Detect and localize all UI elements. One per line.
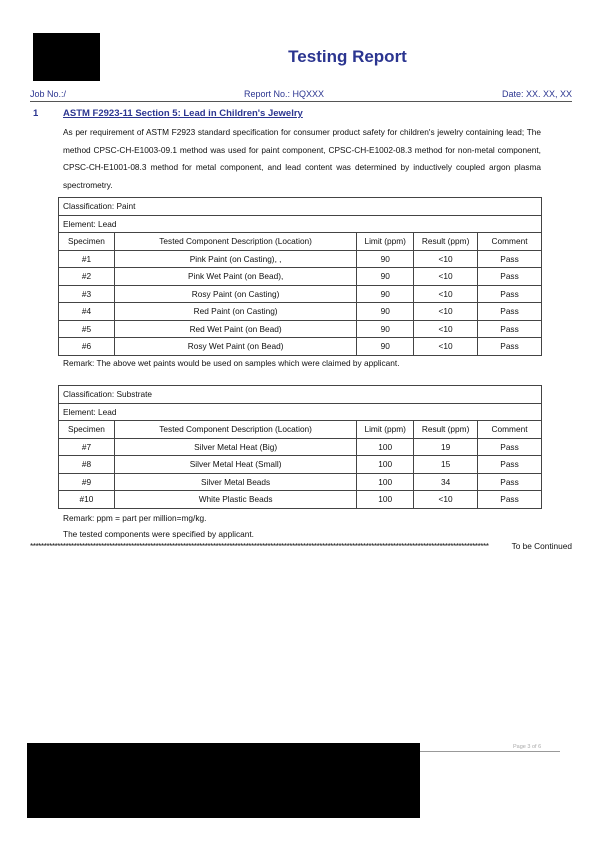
description-cell: Rosy Paint (on Casting) — [114, 285, 356, 303]
column-header: Comment — [478, 233, 542, 251]
result-cell: <10 — [414, 320, 478, 338]
specimen-cell: #9 — [59, 473, 115, 491]
element-label: Element: Lead — [59, 215, 542, 233]
specimen-cell: #10 — [59, 491, 115, 509]
description-cell: Pink Paint (on Casting), , — [114, 250, 356, 268]
continued-label: To be Continued — [511, 541, 572, 551]
table-row — [59, 438, 542, 456]
table-row — [59, 268, 542, 286]
page-number: Page 3 of 6 — [513, 744, 542, 750]
result-cell: <10 — [414, 338, 478, 356]
comment-cell: Pass — [478, 320, 542, 338]
specimen-cell: #7 — [59, 438, 115, 456]
report-number: Report No.: HQXXX — [243, 89, 325, 99]
comment-cell: Pass — [478, 268, 542, 286]
table-row — [59, 250, 542, 268]
report-header-info — [30, 89, 572, 99]
continuation-line — [30, 541, 572, 551]
specimen-cell: #8 — [59, 456, 115, 474]
comment-cell: Pass — [478, 473, 542, 491]
paint-remark: Remark: The above wet paints would be used on samples which were claimed by applicant. — [63, 358, 400, 368]
column-header: Result (ppm) — [414, 421, 478, 439]
description-cell: Silver Metal Heat (Small) — [114, 456, 356, 474]
table-row — [59, 320, 542, 338]
comment-cell: Pass — [478, 456, 542, 474]
result-cell: 34 — [414, 473, 478, 491]
comment-cell: Pass — [478, 438, 542, 456]
table-row — [59, 473, 542, 491]
specimen-cell: #4 — [59, 303, 115, 321]
limit-cell: 90 — [357, 268, 414, 286]
table-row — [59, 491, 542, 509]
redacted-footer — [27, 743, 420, 818]
description-cell: Silver Metal Beads — [114, 473, 356, 491]
table-row — [59, 303, 542, 321]
section-number: 1 — [33, 108, 39, 119]
classification-label: Classification: Paint — [59, 198, 542, 216]
page-title: Testing Report — [288, 47, 407, 66]
table-header-row — [59, 233, 542, 251]
column-header: Comment — [478, 421, 542, 439]
specimen-cell: #6 — [59, 338, 115, 356]
result-cell: <10 — [414, 250, 478, 268]
comment-cell: Pass — [478, 303, 542, 321]
description-cell: White Plastic Beads — [114, 491, 356, 509]
paint-results-table — [58, 197, 542, 356]
ppm-remark: Remark: ppm = part per million=mg/kg. — [63, 513, 207, 523]
column-header: Limit (ppm) — [357, 421, 414, 439]
header-divider — [30, 101, 572, 102]
description-cell: Rosy Wet Paint (on Bead) — [114, 338, 356, 356]
result-cell: 15 — [414, 456, 478, 474]
specimen-cell: #5 — [59, 320, 115, 338]
limit-cell: 90 — [357, 320, 414, 338]
comment-cell: Pass — [478, 338, 542, 356]
limit-cell: 90 — [357, 303, 414, 321]
components-remark: The tested components were specified by applicant. — [63, 529, 254, 539]
comment-cell: Pass — [478, 285, 542, 303]
element-label: Element: Lead — [59, 403, 542, 421]
table-row — [59, 456, 542, 474]
column-header: Tested Component Description (Location) — [114, 421, 356, 439]
column-header: Tested Component Description (Location) — [114, 233, 356, 251]
limit-cell: 100 — [357, 456, 414, 474]
report-date: Date: XX. XX, XX — [501, 89, 572, 99]
limit-cell: 90 — [357, 338, 414, 356]
specimen-cell: #1 — [59, 250, 115, 268]
result-cell: 19 — [414, 438, 478, 456]
result-cell: <10 — [414, 268, 478, 286]
table-row — [59, 285, 542, 303]
limit-cell: 100 — [357, 491, 414, 509]
section-intro: As per requirement of ASTM F2923 standard specification for consumer product safety for children's jewelry containing lead; The method CPSC-CH-E1003-09.1 method was used for paint component, CPSC-CH-E1002-08.3 method for non-metal component, CPSC-CH-E1001-08.3 method for metal component, and lead content was determined by inductively coupled argon plasma spectrometry. — [63, 127, 541, 190]
comment-cell: Pass — [478, 491, 542, 509]
job-number: Job No.:/ — [30, 89, 67, 99]
description-cell: Red Wet Paint (on Bead) — [114, 320, 356, 338]
specimen-cell: #3 — [59, 285, 115, 303]
result-cell: <10 — [414, 303, 478, 321]
description-cell: Red Paint (on Casting) — [114, 303, 356, 321]
limit-cell: 100 — [357, 438, 414, 456]
description-cell: Silver Metal Heat (Big) — [114, 438, 356, 456]
section-title: ASTM F2923-11 Section 5: Lead in Children's Jewelry — [63, 108, 303, 119]
footer-divider — [420, 751, 560, 752]
column-header: Result (ppm) — [414, 233, 478, 251]
description-cell: Pink Wet Paint (on Bead), — [114, 268, 356, 286]
column-header: Specimen — [59, 421, 115, 439]
column-header: Limit (ppm) — [357, 233, 414, 251]
comment-cell: Pass — [478, 250, 542, 268]
classification-label: Classification: Substrate — [59, 386, 542, 404]
limit-cell: 100 — [357, 473, 414, 491]
table-row — [59, 338, 542, 356]
asterisk-divider: ************************************************************************************************************************************************************************ — [30, 541, 489, 551]
limit-cell: 90 — [357, 250, 414, 268]
result-cell: <10 — [414, 285, 478, 303]
table-header-row — [59, 421, 542, 439]
column-header: Specimen — [59, 233, 115, 251]
specimen-cell: #2 — [59, 268, 115, 286]
result-cell: <10 — [414, 491, 478, 509]
substrate-results-table — [58, 385, 542, 509]
limit-cell: 90 — [357, 285, 414, 303]
